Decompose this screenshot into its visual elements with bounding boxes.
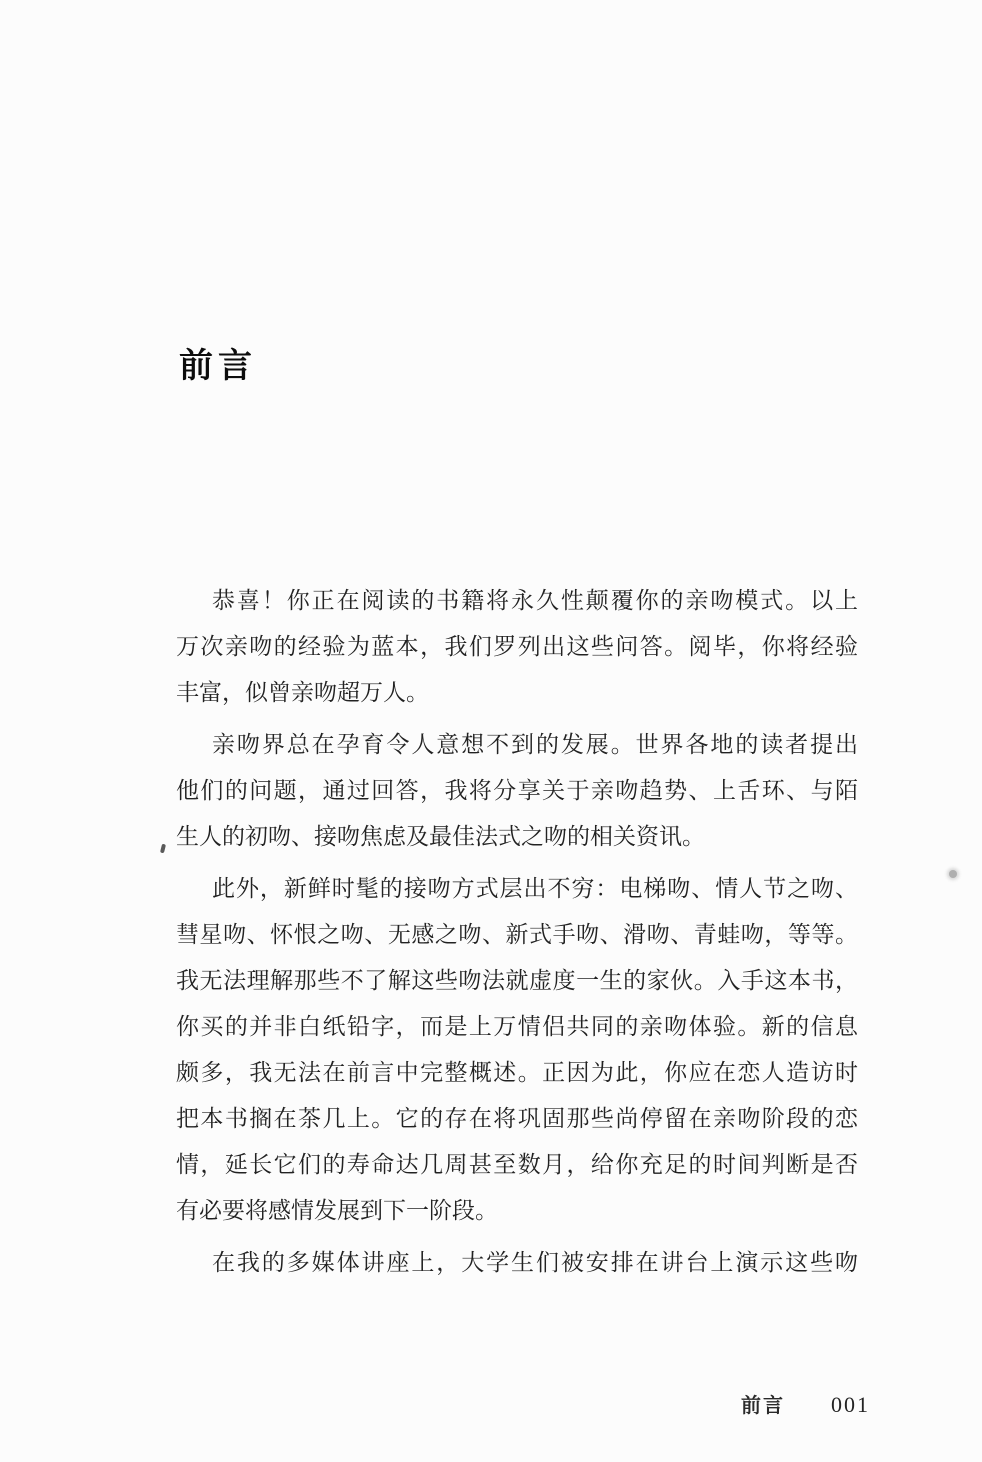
paragraph-1 <box>176 578 858 716</box>
text-line: 你买的并非白纸铅字，而是上万情侣共同的亲吻体验。新的信息 <box>176 1014 858 1039</box>
text-line: 此外，新鲜时髦的接吻方式层出不穷：电梯吻、情人节之吻、 <box>212 876 858 901</box>
page-title: 前言 <box>179 347 257 385</box>
text-line: 丰富，似曾亲吻超万人。 <box>176 680 429 705</box>
text-line: 在我的多媒体讲座上，大学生们被安排在讲台上演示这些吻 <box>212 1250 858 1275</box>
text-line: 把本书搁在茶几上。它的存在将巩固那些尚停留在亲吻阶段的恋 <box>176 1106 858 1131</box>
text-line: 恭喜！你正在阅读的书籍将永久性颠覆你的亲吻模式。以上 <box>212 588 858 613</box>
paragraph-4 <box>176 1240 858 1286</box>
scan-speck-right-margin <box>949 870 957 878</box>
text-line: 颇多，我无法在前言中完整概述。正因为此，你应在恋人造访时 <box>176 1060 858 1085</box>
text-line: 他们的问题，通过回答，我将分享关于亲吻趋势、上舌环、与陌 <box>176 778 858 803</box>
text-line: 万次亲吻的经验为蓝本，我们罗列出这些问答。阅毕，你将经验 <box>176 634 858 659</box>
text-line: 生人的初吻、接吻焦虑及最佳法式之吻的相关资讯。 <box>176 824 705 849</box>
text-line: 有必要将感情发展到下一阶段。 <box>176 1198 498 1223</box>
body-text <box>176 578 858 1292</box>
paragraph-2 <box>176 722 858 860</box>
text-line: 亲吻界总在孕育令人意想不到的发展。世界各地的读者提出 <box>212 732 858 757</box>
text-line: 彗星吻、怀恨之吻、无感之吻、新式手吻、滑吻、青蛙吻，等等。 <box>176 922 858 947</box>
scan-speck-left-margin <box>160 844 166 854</box>
paragraph-3 <box>176 866 858 1234</box>
text-line: 我无法理解那些不了解这些吻法就虚度一生的家伙。入手这本书， <box>176 968 858 993</box>
page-footer <box>741 1389 870 1418</box>
text-line: 情，延长它们的寿命达几周甚至数月，给你充足的时间判断是否 <box>176 1152 858 1177</box>
footer-section-label: 前言 <box>741 1395 785 1417</box>
footer-page-number: 001 <box>831 1392 870 1417</box>
